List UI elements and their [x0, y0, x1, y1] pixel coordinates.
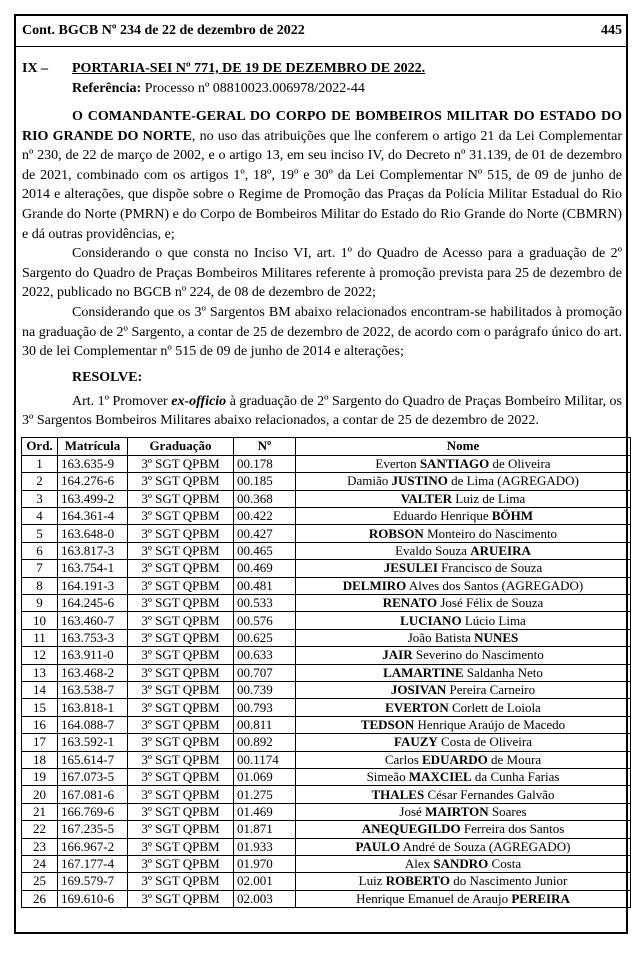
- cell-numero: 00.427: [234, 525, 296, 542]
- name-highlight: MAXCIEL: [408, 769, 472, 785]
- name-highlight: EVERTON: [385, 699, 449, 715]
- preamble: [16, 107, 626, 362]
- name-part: Evaldo Souza: [395, 543, 471, 559]
- cell-numero: 01.970: [234, 855, 296, 872]
- cell-ord: 13: [22, 664, 58, 681]
- cell-matricula: 163.648-0: [58, 525, 128, 542]
- table-row: [22, 629, 631, 646]
- name-highlight: DELMIRO: [342, 577, 407, 593]
- name-highlight: SANTIAGO: [419, 456, 490, 472]
- name-highlight: VALTER: [400, 490, 453, 506]
- column-header-ord: Ord.: [22, 437, 58, 455]
- cell-ord: 3: [22, 490, 58, 507]
- column-header-graduacao: Graduação: [128, 437, 234, 455]
- cell-graduacao: 3º SGT QPBM: [128, 525, 234, 542]
- cell-nome: [296, 873, 631, 890]
- cell-matricula: 167.177-4: [58, 855, 128, 872]
- name-part: José: [399, 803, 426, 819]
- name-highlight: FAUZY: [393, 734, 438, 750]
- cell-graduacao: 3º SGT QPBM: [128, 473, 234, 490]
- cell-ord: 18: [22, 751, 58, 768]
- cell-numero: 00.892: [234, 734, 296, 751]
- cell-matricula: 163.817-3: [58, 542, 128, 559]
- cell-numero: 01.871: [234, 821, 296, 838]
- cell-numero: 02.001: [234, 873, 296, 890]
- paragraph-2: Considerando o que consta no Inciso VI, art. 1º do Quadro de Acesso para a graduação de 2º Sargento do Quadro de Praças Bombeiros Militares referente à promoção prevista para 25 de dezembro de 2022, publicado no BGCB nº 224, de 08 de dezembro de 2022;: [22, 246, 622, 301]
- cell-matricula: 166.769-6: [58, 803, 128, 820]
- table-row: [22, 542, 631, 559]
- page-number: 445: [601, 23, 622, 38]
- paragraph-1-text: , no uso das atribuições que lhe conferem o artigo 21 da Lei Complementar nº 230, de 22 de março de 2002, e o artigo 13, em seu inciso IV, do Decreto nº 31.139, de 01 de dezembro de 2021, combinado com os artigos 1º, 18º, 19º e 30º da Lei Complementar Nº 515, de 09 de junho de 2014 e alterações, que dispõe sobre o Regime de Promoção das Praças da Polícia Militar Estadual do Rio Grande do Norte (PMRN) e do Corpo de Bombeiros Militar do Estado do Rio Grande do Norte (CBMRN) e dá outras providências, e;: [22, 128, 622, 242]
- resolve-heading: RESOLVE:: [72, 369, 143, 385]
- table-row: [22, 455, 631, 472]
- table-row: [22, 612, 631, 629]
- table-row: [22, 855, 631, 872]
- name-part: de Moura: [487, 751, 542, 767]
- table-row: [22, 525, 631, 542]
- cell-ord: 5: [22, 525, 58, 542]
- cell-ord: 1: [22, 455, 58, 472]
- name-highlight: EDUARDO: [422, 751, 488, 767]
- cell-nome: [296, 577, 631, 594]
- cell-numero: 00.465: [234, 542, 296, 559]
- cell-nome: [296, 455, 631, 472]
- cell-matricula: 163.753-3: [58, 629, 128, 646]
- cell-nome: [296, 855, 631, 872]
- name-highlight: TEDSON: [360, 716, 415, 732]
- name-highlight: JAIR: [382, 647, 413, 663]
- cell-graduacao: 3º SGT QPBM: [128, 786, 234, 803]
- name-part: Monteiro do Nascimento: [423, 525, 558, 541]
- table-row: [22, 803, 631, 820]
- cell-ord: 25: [22, 873, 58, 890]
- name-highlight: LUCIANO: [400, 612, 462, 628]
- section-number: IX –: [22, 61, 49, 76]
- cell-numero: 00.625: [234, 629, 296, 646]
- cell-graduacao: 3º SGT QPBM: [128, 508, 234, 525]
- name-highlight: MAIRTON: [425, 803, 489, 819]
- name-highlight: LAMARTINE: [383, 664, 464, 680]
- name-highlight: PEREIRA: [511, 890, 570, 906]
- cell-numero: 00.533: [234, 595, 296, 612]
- cell-matricula: 163.818-1: [58, 699, 128, 716]
- cell-matricula: 164.245-6: [58, 595, 128, 612]
- section-heading: [16, 61, 626, 77]
- cell-ord: 21: [22, 803, 58, 820]
- name-highlight: ARUEIRA: [470, 543, 531, 559]
- name-part: do Nascimento Junior: [450, 873, 568, 889]
- name-highlight: JESULEI: [383, 560, 438, 576]
- cell-ord: 6: [22, 542, 58, 559]
- cell-ord: 20: [22, 786, 58, 803]
- cell-matricula: 163.460-7: [58, 612, 128, 629]
- name-part: Alex: [404, 856, 434, 872]
- page-header: [16, 16, 626, 47]
- cell-ord: 7: [22, 560, 58, 577]
- name-part: José Félix de Souza: [437, 595, 544, 611]
- cell-nome: [296, 542, 631, 559]
- name-part: César Fernandes Galvão: [424, 786, 555, 802]
- table-row: [22, 838, 631, 855]
- cell-graduacao: 3º SGT QPBM: [128, 803, 234, 820]
- cell-graduacao: 3º SGT QPBM: [128, 595, 234, 612]
- name-part: Luiz de Lima: [452, 490, 526, 506]
- name-part: Costa de Oliveira: [437, 734, 533, 750]
- table-row: [22, 664, 631, 681]
- cell-numero: 00.185: [234, 473, 296, 490]
- cell-numero: 01.069: [234, 768, 296, 785]
- cell-nome: [296, 664, 631, 681]
- name-part: Lúcio Lima: [461, 612, 526, 628]
- cell-ord: 16: [22, 716, 58, 733]
- cell-ord: 4: [22, 508, 58, 525]
- table-row: [22, 681, 631, 698]
- name-part: Luiz: [358, 873, 386, 889]
- cell-ord: 19: [22, 768, 58, 785]
- table-header-row: [22, 437, 631, 455]
- cell-nome: [296, 629, 631, 646]
- cell-graduacao: 3º SGT QPBM: [128, 821, 234, 838]
- name-part: Saldanha Neto: [463, 664, 543, 680]
- cell-matricula: 163.754-1: [58, 560, 128, 577]
- cell-graduacao: 3º SGT QPBM: [128, 838, 234, 855]
- cell-ord: 9: [22, 595, 58, 612]
- cell-matricula: 164.088-7: [58, 716, 128, 733]
- cell-matricula: 163.911-0: [58, 647, 128, 664]
- cell-ord: 11: [22, 629, 58, 646]
- table-row: [22, 473, 631, 490]
- name-part: Simeão: [366, 769, 409, 785]
- cell-numero: 00.793: [234, 699, 296, 716]
- process-reference: [16, 81, 626, 97]
- cell-matricula: 164.361-4: [58, 508, 128, 525]
- cell-ord: 17: [22, 734, 58, 751]
- name-highlight: THALES: [371, 786, 425, 802]
- cell-ord: 26: [22, 890, 58, 907]
- cell-matricula: 163.538-7: [58, 681, 128, 698]
- table-row: [22, 821, 631, 838]
- cell-ord: 10: [22, 612, 58, 629]
- cell-numero: 00.469: [234, 560, 296, 577]
- cell-graduacao: 3º SGT QPBM: [128, 751, 234, 768]
- table-row: [22, 560, 631, 577]
- paragraph-3: Considerando que os 3º Sargentos BM abaixo relacionados encontram-se habilitados à promoção na graduação de 2º Sargento, a contar de 25 de dezembro de 2022, de acordo com o parágrafo único do art. 30 de lei Complementar nº 515 de 09 de junho de 2014 e alterações;: [22, 304, 622, 360]
- cell-matricula: 164.276-6: [58, 473, 128, 490]
- cell-graduacao: 3º SGT QPBM: [128, 664, 234, 681]
- article-1-start: Art. 1º Promover: [72, 393, 172, 409]
- cell-nome: [296, 508, 631, 525]
- document-page: [14, 14, 628, 934]
- bulletin-reference: Cont. BGCB Nº 234 de 22 de dezembro de 2022: [22, 23, 305, 38]
- name-highlight: BÖHM: [491, 508, 534, 524]
- table-row: [22, 595, 631, 612]
- cell-graduacao: 3º SGT QPBM: [128, 768, 234, 785]
- cell-matricula: 163.499-2: [58, 490, 128, 507]
- cell-numero: 00.739: [234, 681, 296, 698]
- cell-numero: 00.368: [234, 490, 296, 507]
- name-part: Francisco de Souza: [437, 560, 543, 576]
- cell-graduacao: 3º SGT QPBM: [128, 890, 234, 907]
- cell-nome: [296, 821, 631, 838]
- article-1-end: à graduação de 2º Sargento do Quadro de Praças Bombeiro Militar, os 3º Sargentos Bombeiros Militares abaixo relacionados, a contar de 25 de dezembro de 2022.: [22, 393, 623, 429]
- table-row: [22, 768, 631, 785]
- cell-ord: 23: [22, 838, 58, 855]
- table-row: [22, 890, 631, 907]
- cell-graduacao: 3º SGT QPBM: [128, 681, 234, 698]
- table-row: [22, 699, 631, 716]
- cell-nome: [296, 647, 631, 664]
- cell-numero: 00.178: [234, 455, 296, 472]
- name-highlight: RENATO: [382, 595, 438, 611]
- cell-ord: 14: [22, 681, 58, 698]
- cell-matricula: 163.592-1: [58, 734, 128, 751]
- cell-nome: [296, 803, 631, 820]
- cell-graduacao: 3º SGT QPBM: [128, 699, 234, 716]
- article-1-text: [22, 392, 622, 431]
- table-row: [22, 716, 631, 733]
- reference-label: Referência:: [72, 81, 142, 96]
- cell-matricula: 169.610-6: [58, 890, 128, 907]
- name-part: André de Souza (AGREGADO): [400, 838, 571, 854]
- table-row: [22, 786, 631, 803]
- table-row: [22, 734, 631, 751]
- name-part: Soares: [488, 803, 527, 819]
- cell-numero: 00.1174: [234, 751, 296, 768]
- name-highlight: PAULO: [355, 838, 401, 854]
- name-highlight: ROBERTO: [385, 873, 451, 889]
- name-part: Corlett de Loiola: [448, 699, 541, 715]
- cell-nome: [296, 716, 631, 733]
- column-header-numero: Nº: [234, 437, 296, 455]
- cell-numero: 02.003: [234, 890, 296, 907]
- ex-officio-term: ex-officio: [171, 393, 227, 409]
- name-part: Everton: [375, 456, 420, 472]
- column-header-nome: Nome: [296, 437, 631, 455]
- name-highlight: JUSTINO: [391, 473, 448, 489]
- name-highlight: ROBSON: [368, 525, 424, 541]
- cell-graduacao: 3º SGT QPBM: [128, 490, 234, 507]
- name-part: Carlos: [384, 751, 423, 767]
- name-part: João Batista: [407, 630, 475, 645]
- table-row: [22, 751, 631, 768]
- name-highlight: SANDRO: [433, 856, 489, 872]
- cell-graduacao: 3º SGT QPBM: [128, 629, 234, 646]
- cell-numero: 00.811: [234, 716, 296, 733]
- cell-nome: [296, 699, 631, 716]
- cell-nome: [296, 734, 631, 751]
- cell-graduacao: 3º SGT QPBM: [128, 577, 234, 594]
- cell-numero: 01.275: [234, 786, 296, 803]
- cell-numero: 01.469: [234, 803, 296, 820]
- name-part: Alves dos Santos (AGREGADO): [406, 577, 584, 593]
- table-row: [22, 508, 631, 525]
- cell-nome: [296, 768, 631, 785]
- cell-graduacao: 3º SGT QPBM: [128, 647, 234, 664]
- cell-nome: [296, 525, 631, 542]
- cell-matricula: 166.967-2: [58, 838, 128, 855]
- name-part: Ferreira dos Santos: [460, 821, 565, 837]
- cell-ord: 15: [22, 699, 58, 716]
- cell-ord: 12: [22, 647, 58, 664]
- cell-ord: 8: [22, 577, 58, 594]
- cell-ord: 2: [22, 473, 58, 490]
- cell-matricula: 167.073-5: [58, 768, 128, 785]
- cell-numero: 00.707: [234, 664, 296, 681]
- cell-nome: [296, 786, 631, 803]
- name-highlight: JOSIVAN: [390, 682, 447, 698]
- cell-numero: 01.933: [234, 838, 296, 855]
- cell-matricula: 167.081-6: [58, 786, 128, 803]
- name-part: Henrique Emanuel de Araujo: [356, 890, 512, 906]
- table-row: [22, 577, 631, 594]
- name-part: de Oliveira: [489, 456, 551, 472]
- cell-nome: [296, 595, 631, 612]
- cell-matricula: 167.235-5: [58, 821, 128, 838]
- cell-nome: [296, 560, 631, 577]
- name-highlight: ANEQUEGILDO: [361, 821, 461, 837]
- cell-ord: 24: [22, 855, 58, 872]
- cell-nome: [296, 890, 631, 907]
- name-highlight: NUNES: [474, 630, 519, 645]
- commander-title: O COMANDANTE-GERAL DO CORPO DE BOMBEIROS MILITAR DO ESTADO DO RIO GRANDE DO NORTE: [22, 109, 622, 144]
- name-part: Severino do Nascimento: [412, 647, 544, 663]
- table-row: [22, 647, 631, 664]
- cell-nome: [296, 490, 631, 507]
- table-row: [22, 873, 631, 890]
- name-part: Henrique Araújo de Macedo: [414, 716, 566, 732]
- name-part: Eduardo Henrique: [392, 508, 492, 524]
- cell-graduacao: 3º SGT QPBM: [128, 855, 234, 872]
- cell-matricula: 164.191-3: [58, 577, 128, 594]
- cell-ord: 22: [22, 821, 58, 838]
- name-part: da Cunha Farias: [471, 769, 560, 785]
- name-part: Damião: [347, 473, 392, 489]
- cell-numero: 00.633: [234, 647, 296, 664]
- cell-nome: [296, 612, 631, 629]
- cell-numero: 00.576: [234, 612, 296, 629]
- cell-graduacao: 3º SGT QPBM: [128, 612, 234, 629]
- column-header-matricula: Matrícula: [58, 437, 128, 455]
- cell-graduacao: 3º SGT QPBM: [128, 455, 234, 472]
- cell-graduacao: 3º SGT QPBM: [128, 560, 234, 577]
- name-part: Costa: [488, 856, 522, 872]
- promotion-table: [21, 437, 631, 908]
- cell-nome: [296, 681, 631, 698]
- cell-numero: 00.481: [234, 577, 296, 594]
- cell-nome: [296, 838, 631, 855]
- cell-matricula: 165.614-7: [58, 751, 128, 768]
- cell-graduacao: 3º SGT QPBM: [128, 734, 234, 751]
- paragraph-1: [22, 107, 622, 244]
- table-row: [22, 490, 631, 507]
- cell-numero: 00.422: [234, 508, 296, 525]
- name-part: Pereira Carneiro: [446, 682, 536, 698]
- cell-graduacao: 3º SGT QPBM: [128, 873, 234, 890]
- cell-matricula: 169.579-7: [58, 873, 128, 890]
- section-title: PORTARIA-SEI Nº 771, DE 19 DE DEZEMBRO DE 2022.: [72, 61, 426, 76]
- cell-nome: [296, 751, 631, 768]
- reference-value: Processo nº 08810023.006978/2022-44: [141, 81, 365, 96]
- cell-matricula: 163.468-2: [58, 664, 128, 681]
- cell-matricula: 163.635-9: [58, 455, 128, 472]
- name-part: de Lima (AGREGADO): [447, 473, 579, 489]
- cell-nome: [296, 473, 631, 490]
- article-1: [16, 392, 626, 431]
- cell-graduacao: 3º SGT QPBM: [128, 542, 234, 559]
- cell-graduacao: 3º SGT QPBM: [128, 716, 234, 733]
